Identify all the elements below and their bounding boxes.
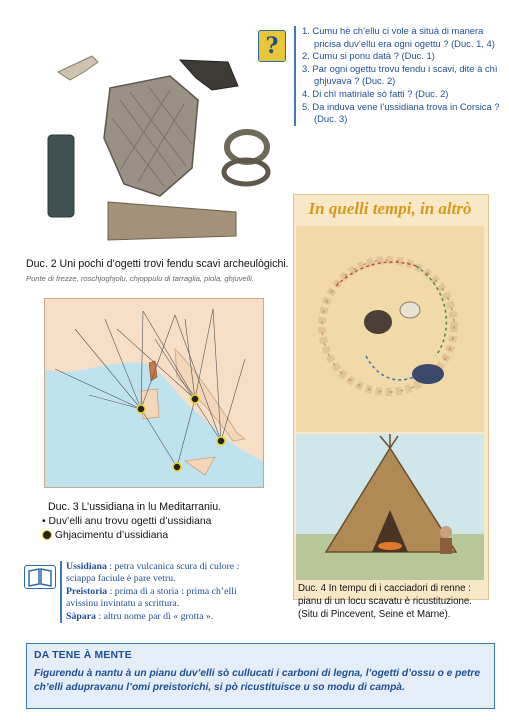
question-list xyxy=(302,25,502,126)
doc3-caption: Duc. 3 L’ussidiana in lu Meditarraniu. xyxy=(48,501,222,513)
glossary-term: Preistoria xyxy=(66,585,108,597)
book-icon xyxy=(24,565,56,589)
glossary-definition: : altru nome par dì « grotta ». xyxy=(95,610,214,622)
star-icon xyxy=(137,405,145,413)
arrowhead-obsidian xyxy=(180,60,238,90)
glossary-term: Ussidiana xyxy=(66,561,107,572)
question-item: 2. Cumu si ponu datà ? (Duc. 1) xyxy=(302,50,435,62)
doc4-title: In quelli tempi, in altrò xyxy=(308,199,472,218)
glossary-term: Sàpara xyxy=(66,610,96,622)
keep-in-mind-text: Figurendu à nantu à un pianu duv’elli sò cullucati i carboni di legna, l’ogetti d’ossu o e petre ch’elli adupravanu l’omi preistorichi, si pò ricustituisce u so modu di campà. xyxy=(34,668,481,693)
map-legend-findsites xyxy=(42,516,211,527)
bronze-axe xyxy=(108,202,236,240)
star-icon xyxy=(42,530,52,540)
archaeological-objects-image xyxy=(0,0,290,256)
sardinia xyxy=(141,389,159,419)
doc2-subcaption: Punte di frezze, roschjoghjolu, chjoppulu di tarraglia, piola, ghjuvelli. xyxy=(26,274,254,283)
question-item: 1. Cumu hè ch’ellu ci vole à situà di manera pricisa duv’ellu era ogni ogettu ? (Duc. 1, 4) xyxy=(302,25,495,49)
map-drawing xyxy=(45,299,263,487)
glossary-entry xyxy=(66,611,266,623)
keep-in-mind-title: DA TENE À MENTE xyxy=(34,650,132,661)
arrowhead-flint xyxy=(58,56,98,80)
question-mark-icon: ? xyxy=(258,30,286,62)
question-item: 4. Di chì matiriale sò fatti ? (Duc. 2) xyxy=(302,87,449,99)
question-item: 5. Da induva vene l’ussidiana trova in Corsica ? (Duc. 3) xyxy=(302,100,500,125)
doc2-caption: Duc. 2 Uni pochi d’ogetti trovi fendu scavi archeulògichi. xyxy=(26,258,289,270)
excavation-plan-image xyxy=(296,226,484,432)
question-divider xyxy=(294,26,296,126)
green-stone-pendant xyxy=(48,135,74,217)
tent-reconstruction-image xyxy=(296,434,484,580)
glossary-definition: : prima di a storia : prima ch’elli avissinu invintatu a scrittura. xyxy=(66,585,237,610)
pottery-shard xyxy=(104,76,198,196)
stone-ring xyxy=(227,132,267,162)
question-item: 3. Par ogni ogettu trovu fendu i scavi, dite à chì ghjuvava ? (Duc. 2) xyxy=(302,62,498,87)
star-icon xyxy=(191,395,199,403)
glossary-definition: : petra vulcanica scura di culore : sciappa faciule è pare vetru. xyxy=(66,561,240,585)
glossary xyxy=(66,561,266,623)
glossary-entry xyxy=(66,561,266,586)
map-legend-sources xyxy=(42,530,168,541)
glossary-entry xyxy=(66,586,266,611)
star-icon xyxy=(217,437,225,445)
legend-label: Ghjacimentu d’ussidiana xyxy=(54,530,169,541)
legend-label: Duv’elli anu trovu ogetti d’ussidiana xyxy=(48,516,212,527)
mediterranean-map xyxy=(44,298,264,488)
glossary-divider xyxy=(60,561,62,623)
doc4-caption: Duc. 4 In tempu di i cacciadori di renne : pianu di un locu scavatu è ricustituzione. (Situ di Pincevent, Seine et Marne). xyxy=(298,583,472,620)
bullet-icon: • xyxy=(42,516,46,527)
star-icon xyxy=(173,463,181,471)
